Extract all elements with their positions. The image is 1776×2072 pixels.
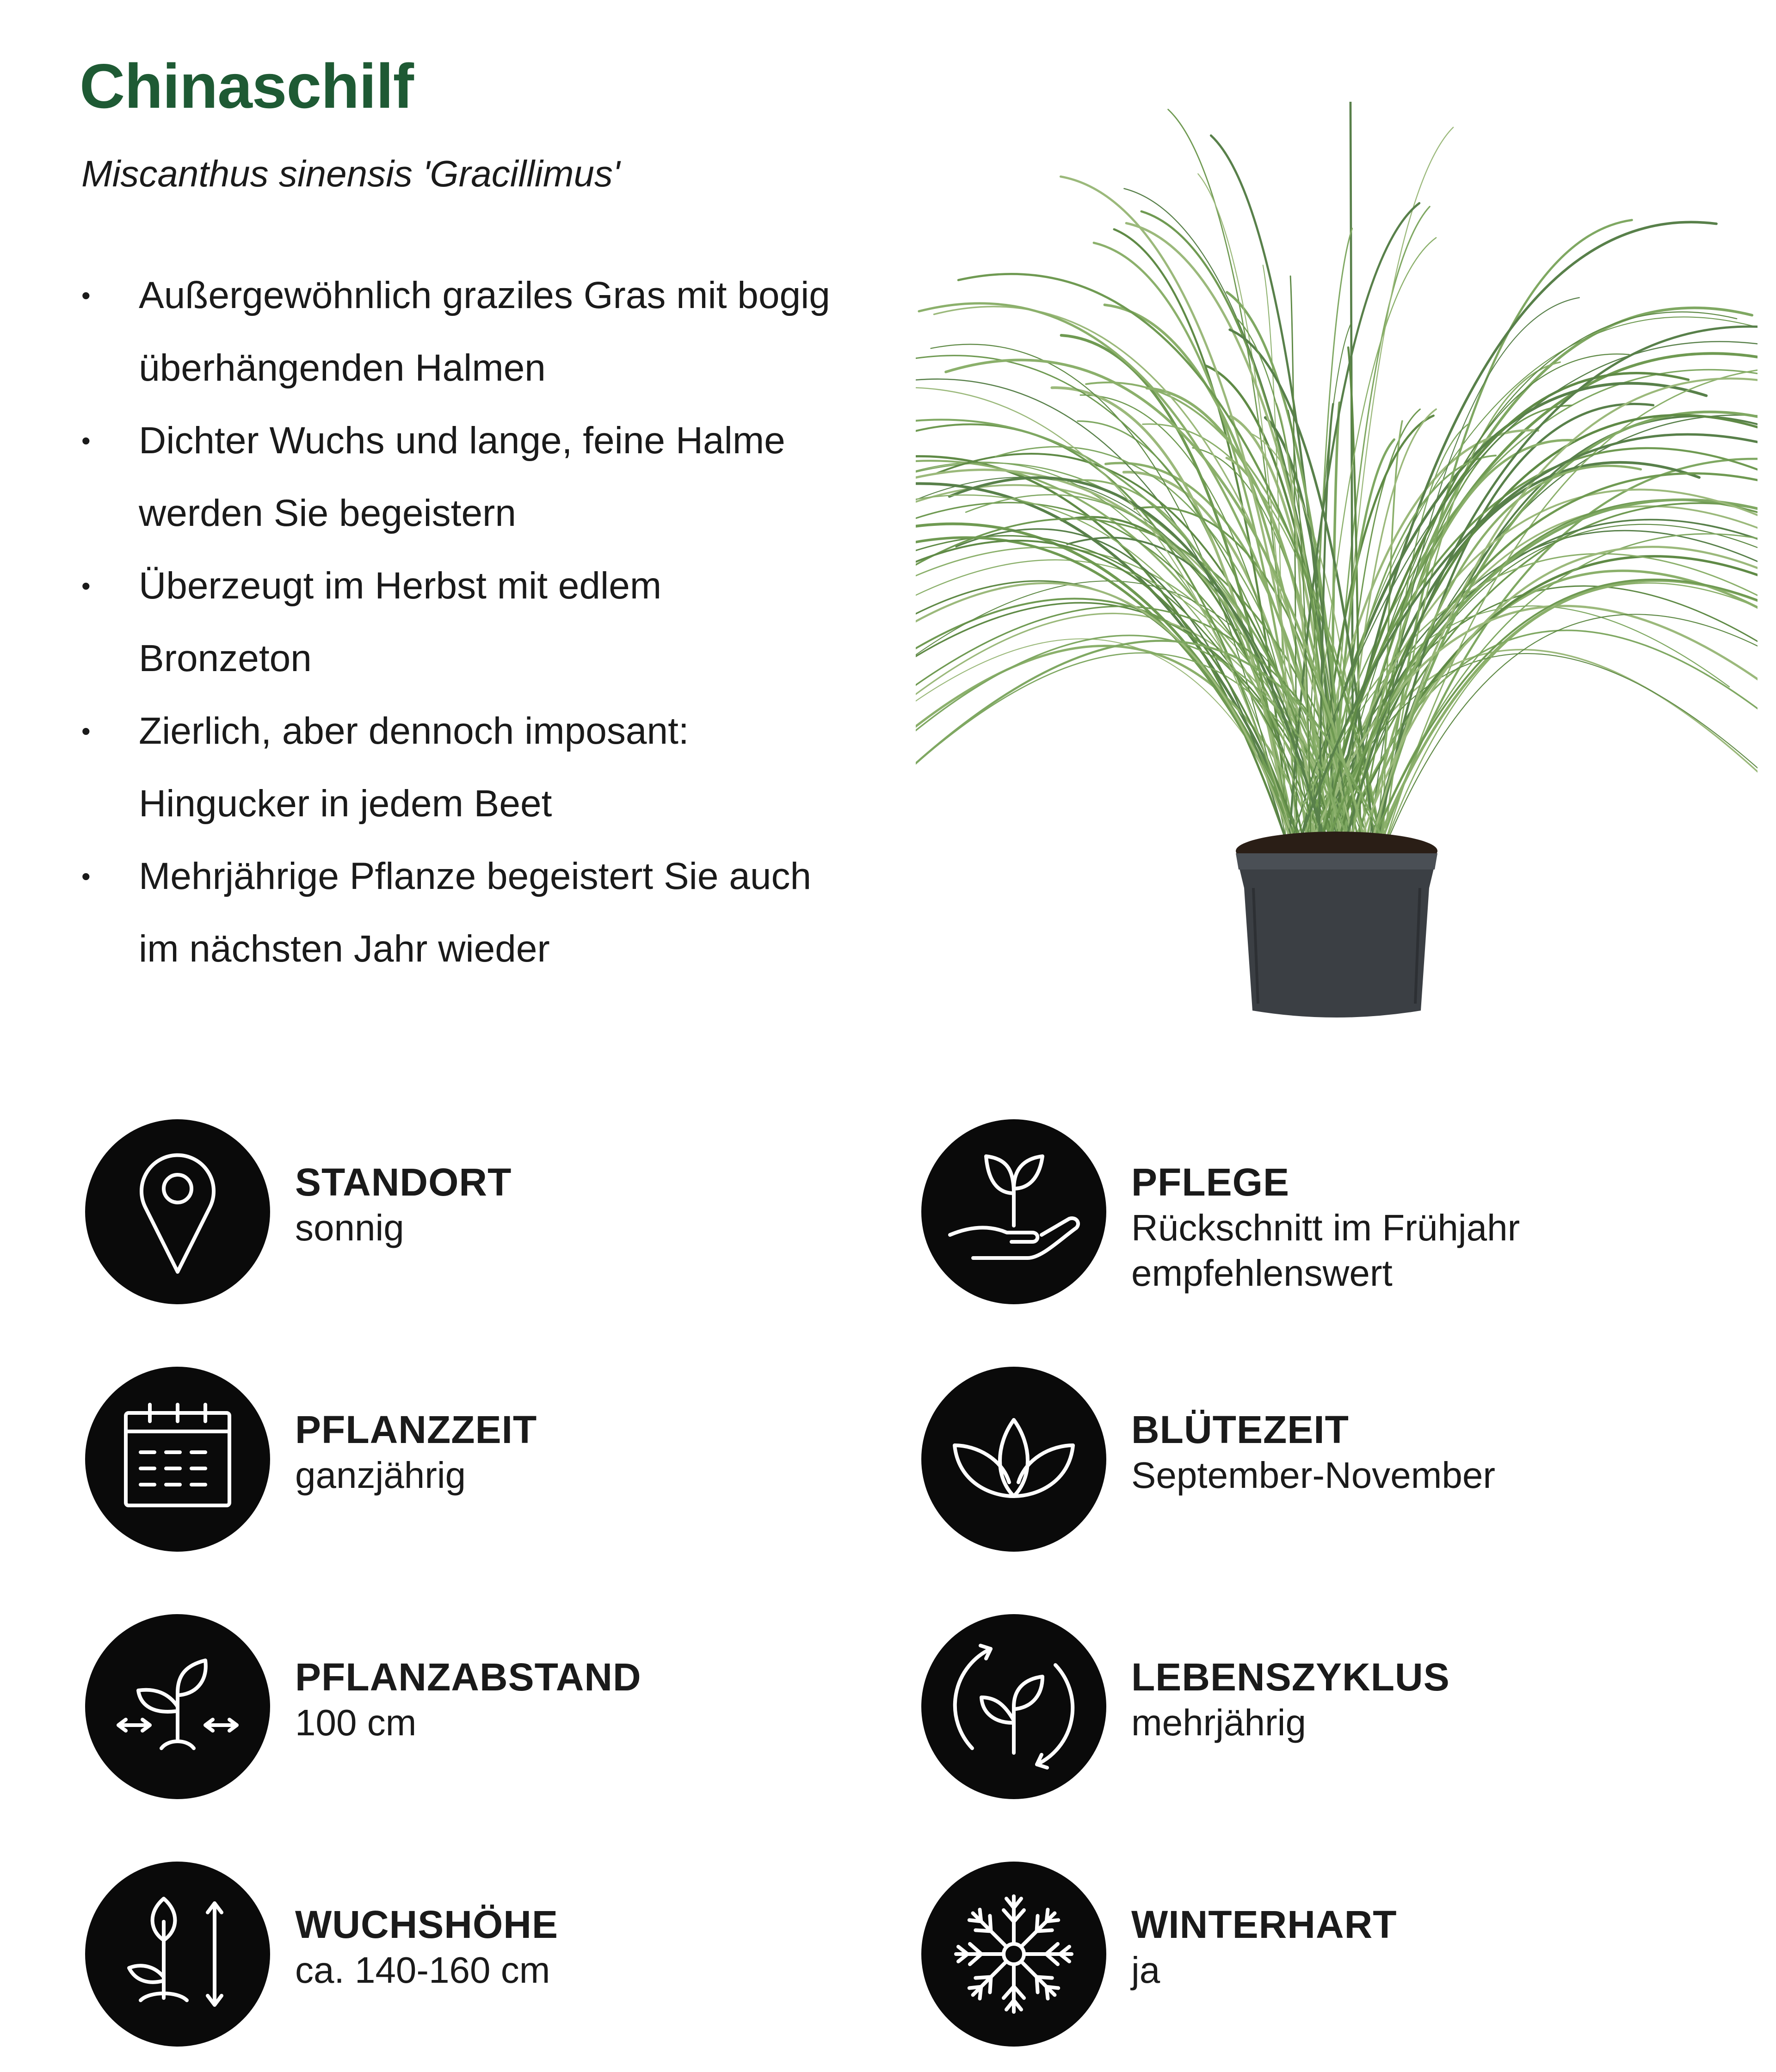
grass-blade [1371,580,1758,846]
grass-blades [916,102,1758,846]
feature-standort [85,1119,871,1304]
bullet-item [81,404,895,549]
feature-wuchshoehe [85,1862,871,2047]
bluetezeit-value: September-November [1131,1455,1495,1496]
grass-blade [916,537,1299,846]
feature-lebenszyklus [921,1614,1708,1799]
bullet-line: Zierlich, aber dennoch imposant: [139,710,689,752]
bullet-line: Mehrjährige Pflanze begeistert Sie auch [139,855,812,897]
feature-pflege [921,1119,1708,1304]
bullet-item [81,695,895,840]
feature-winterhart [921,1862,1708,2047]
bullet-item [81,840,895,985]
bullet-line: im nächsten Jahr wieder [139,928,550,970]
lebenszyklus-label: LEBENSZYKLUS [1131,1655,1450,1699]
bullet-line: Hingucker in jedem Beet [139,783,552,825]
feature-pflanzabstand [85,1614,871,1799]
snowflake-arm [975,1930,991,1931]
plant-height-icon [85,1862,270,2047]
bluetezeit-label: BLÜTEZEIT [1131,1408,1349,1451]
pflanzabstand-value: 100 cm [295,1702,417,1743]
pflanzabstand-label: PFLANZABSTAND [295,1655,641,1699]
lotus-flower-icon [921,1367,1106,1552]
lebenszyklus-value: mehrjährig [1131,1702,1306,1743]
plant-pot [1236,853,1437,1018]
pflanzzeit-label: PFLANZZEIT [295,1408,537,1451]
standort-value: sonnig [295,1207,404,1248]
snowflake-arm [1037,1977,1038,1992]
snowflake-arm [1047,1987,1048,1999]
bullet-line: Bronzeton [139,637,312,679]
pflege-label: PFLEGE [1131,1160,1290,1204]
grass-blade [916,583,1293,846]
feature-pflanzzeit [85,1367,871,1552]
feature-bluetezeit [921,1367,1708,1552]
snowflake-arm [975,1977,991,1978]
snowflake-arm [1037,1930,1052,1931]
plant-cycle-icon [921,1614,1106,1799]
plant-spacing-icon [85,1614,270,1799]
bullet-line: werden Sie begeistern [139,492,516,534]
hand-seedling-icon [921,1119,1106,1304]
botanical-name: Miscanthus sinensis 'Gracillimus' [81,153,620,194]
snowflake-arm [1037,1977,1052,1978]
snowflake-icon [921,1862,1106,2047]
page-title: Chinaschilf [80,51,413,121]
plant-product-image [916,102,1758,1036]
snowflake-arm [990,1916,991,1931]
bullet-line: Dichter Wuchs und lange, feine Halme [139,419,785,462]
grass-blade [956,529,1287,846]
pflege-value-line: empfehlenswert [1131,1252,1393,1294]
bullet-item [81,549,895,695]
calendar-icon [85,1367,270,1552]
bullet-item [81,259,895,404]
location-pin-icon [85,1119,270,1304]
snowflake-arm [1037,1916,1038,1931]
pot-rim [1236,853,1437,870]
bullet-line: Außergewöhnlich graziles Gras mit bogig [139,274,830,316]
snowflake-arm [1047,1920,1059,1922]
pflanzzeit-value: ganzjährig [295,1455,466,1496]
wuchshoehe-value: ca. 140-160 cm [295,1949,550,1991]
bullet-line: Überzeugt im Herbst mit edlem [139,565,662,607]
standort-label: STANDORT [295,1160,512,1204]
pflege-value-line: Rückschnitt im Frühjahr [1131,1207,1520,1248]
wuchshoehe-label: WUCHSHÖHE [295,1903,558,1946]
grass-blade [916,477,1327,846]
winterhart-label: WINTERHART [1131,1903,1397,1946]
feature-bullet-list [81,259,895,985]
snowflake-arm [990,1977,991,1992]
grass-blade [1337,308,1752,846]
snowflake-arm [969,1987,981,1988]
snowflake-arm [980,1910,981,1922]
bullet-line: überhängenden Halmen [139,347,546,389]
winterhart-value: ja [1131,1949,1160,1991]
